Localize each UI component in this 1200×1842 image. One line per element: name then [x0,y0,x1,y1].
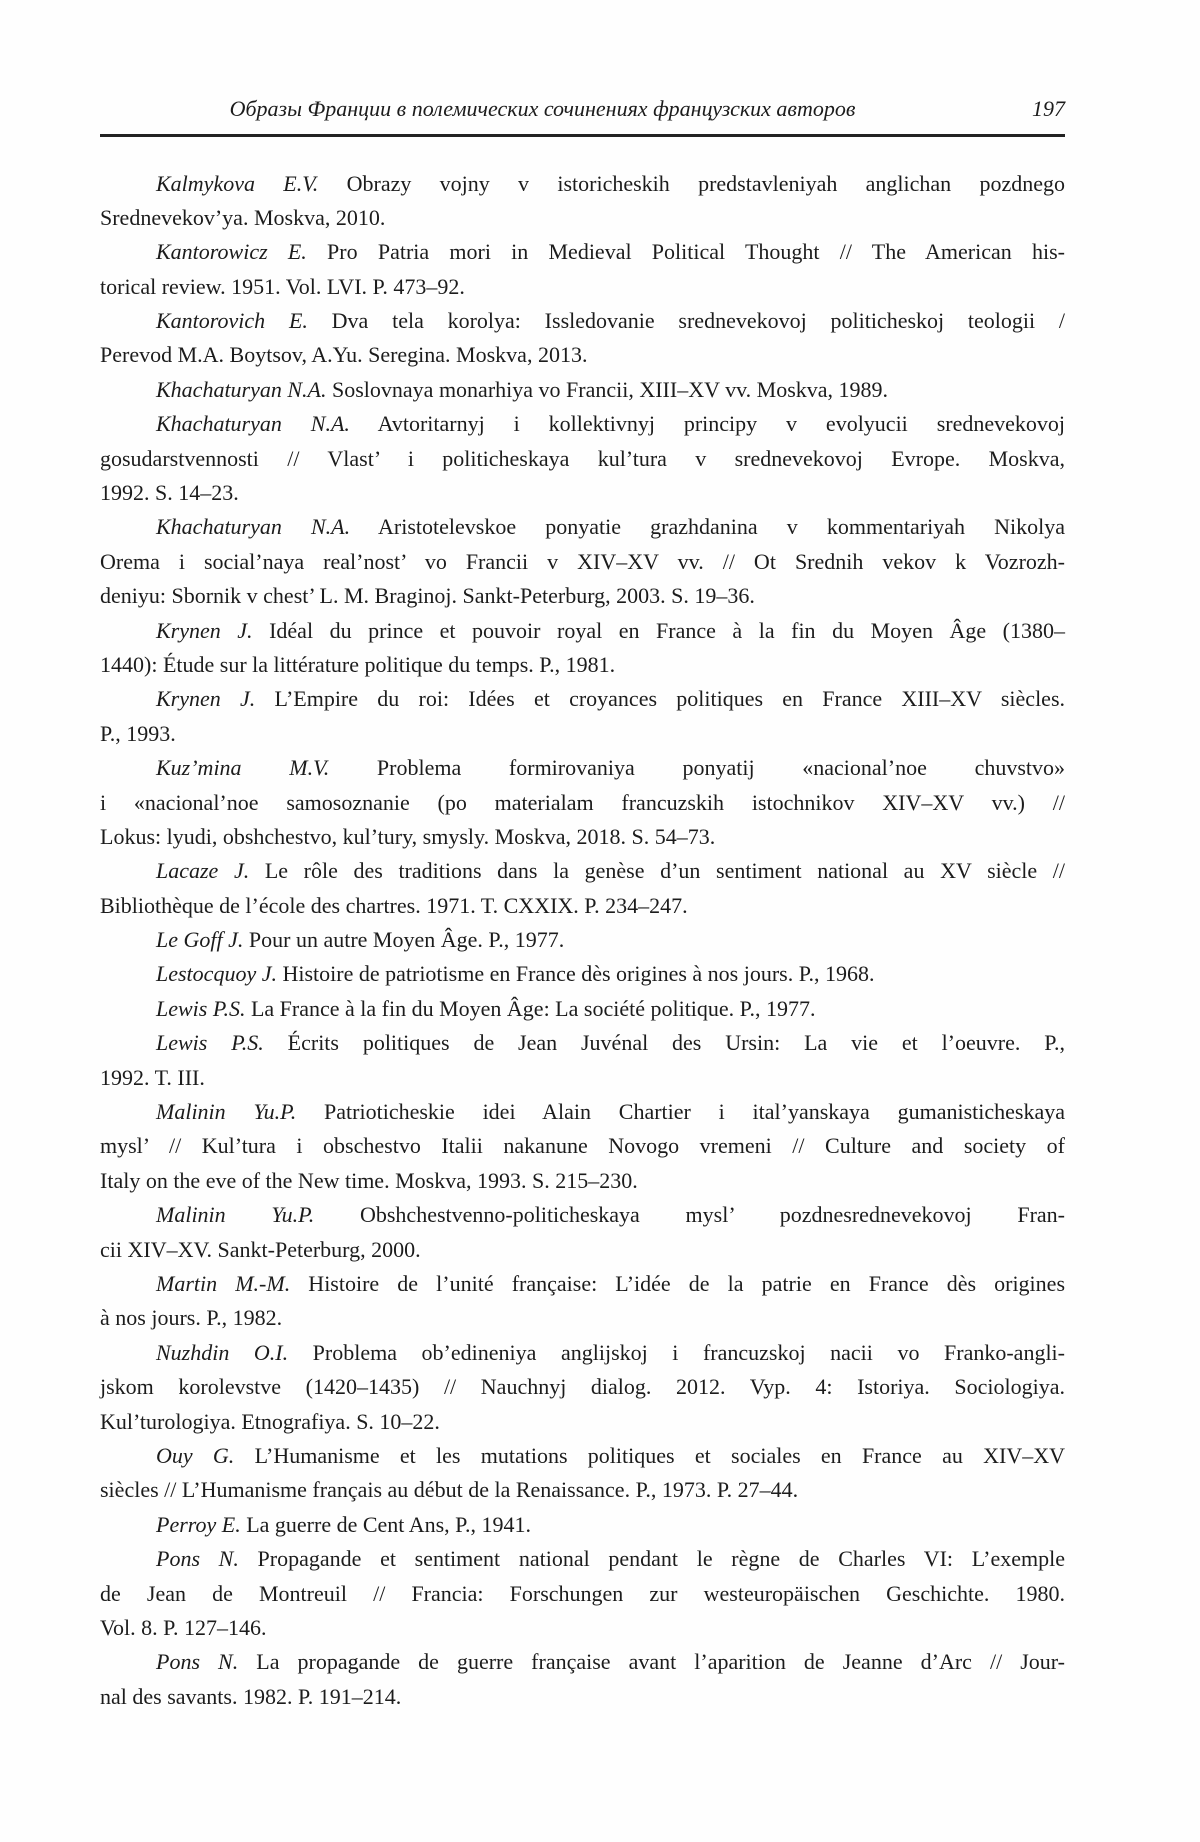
entry-text: L’Empire du roi: Idées et croyances politiques en France XIII–XV siècles. [255,686,1066,712]
author-name: Khachaturyan N.A. [156,411,350,437]
bib-line: jskom korolevstve (1420–1435) // Nauchnyj dialog. 2012. Vyp. 4: Istoriya. Sociologiya. [100,1374,1065,1400]
bib-line [100,1508,1065,1542]
author-name: Nuzhdin O.I. [156,1339,289,1365]
author-name: Lestocquoy J. [156,961,277,987]
entry-text: Soslovnaya monarhiya vo Francii, XIII–XV vv. Moskva, 1989. [326,376,889,402]
bib-entry [100,682,1065,751]
entry-text: Problema ob’edineniya anglijskoj i francuzskoj nacii vo Franko-angli- [288,1339,1066,1365]
bib-entry [100,992,1065,1026]
bib-line [100,854,1065,888]
bib-line: P., 1993. [100,720,176,746]
author-name: Malinin Yu.P. [156,1202,315,1228]
entry-text: Patrioticheskie idei Alain Chartier i ital’yanskaya gumanisticheskaya [296,1099,1065,1125]
entry-text: Avtoritarnyj i kollektivnyj principy v evolyucii srednevekovoj [349,411,1065,437]
author-name: Khachaturyan N.A. [156,376,327,402]
bib-line [100,957,1065,991]
bib-line: Lokus: lyudi, obshchestvo, kul’tury, smysly. Moskva, 2018. S. 54–73. [100,823,716,849]
author-name: Le Goff J. [156,927,244,953]
bib-line: nal des savants. 1982. P. 191–214. [100,1683,402,1709]
bib-line [100,1439,1065,1473]
author-name: Lewis P.S. [156,995,246,1021]
bib-entry [100,854,1065,923]
bib-line: 1992. T. III. [100,1064,205,1090]
entry-text: Pour un autre Moyen Âge. P., 1977. [243,927,565,953]
bib-line [100,373,1065,407]
bib-entry [100,304,1065,373]
bib-line [100,992,1065,1026]
bib-line: à nos jours. P., 1982. [100,1305,283,1331]
bib-line: Vol. 8. P. 127–146. [100,1614,267,1640]
running-head [100,96,1065,122]
bib-line: 1440): Étude sur la littérature politique du temps. P., 1981. [100,651,616,677]
page-number: 197 [1032,96,1065,121]
entry-text: L’Humanisme et les mutations politiques et sociales en France au XIV–XV [234,1442,1065,1468]
bib-line [100,614,1065,648]
entry-text: La propagande de guerre française avant l’aparition de Jeanne d’Arc // Jour- [238,1649,1065,1675]
bib-line: 1992. S. 14–23. [100,480,239,506]
bib-entry [100,1198,1065,1267]
bib-entry [100,957,1065,991]
author-name: Kantorovich E. [156,308,308,334]
bib-line: i «nacional’noe samosoznanie (po materialam francuzskih istochnikov XIV–XV vv.) // [100,789,1065,815]
bib-line [100,1645,1065,1679]
bib-entry [100,167,1065,236]
entry-text: La guerre de Cent Ans, P., 1941. [240,1511,531,1537]
bib-line [100,1542,1065,1576]
bib-line: Srednevekov’ya. Moskva, 2010. [100,204,386,230]
bib-line [100,682,1065,716]
bib-line [100,235,1065,269]
bib-entry [100,751,1065,854]
bib-line [100,510,1065,544]
author-name: Kantorowicz E. [156,239,307,265]
bib-entry [100,235,1065,304]
bib-line: siècles // L’Humanisme français au début de la Renaissance. P., 1973. P. 27–44. [100,1477,799,1503]
bib-line: de Jean de Montreuil // Francia: Forschungen zur westeuropäischen Geschichte. 1980. [100,1580,1065,1606]
entry-text: Propagande et sentiment national pendant le règne de Charles VI: L’exemple [238,1546,1065,1572]
bib-line: mysl’ // Kul’tura i obschestvo Italii nakanune Novogo vremeni // Culture and society of [100,1133,1065,1159]
bib-line [100,304,1065,338]
entry-text: La France à la fin du Moyen Âge: La société politique. P., 1977. [245,995,816,1021]
entry-text: Pro Patria mori in Medieval Political Thought // The American his- [306,239,1065,265]
entry-text: Idéal du prince et pouvoir royal en France à la fin du Moyen Âge (1380– [252,617,1065,643]
bib-entry [100,1542,1065,1645]
bib-line: Orema i social’naya real’nost’ vo Francii v XIV–XV vv. // Ot Srednih vekov k Vozrozh- [100,548,1065,574]
bib-line [100,751,1065,785]
bib-entry [100,1439,1065,1508]
bib-entry [100,1645,1065,1714]
bib-line: Italy on the eve of the New time. Moskva, 1993. S. 215–230. [100,1167,638,1193]
bib-line [100,407,1065,441]
bib-entry [100,614,1065,683]
author-name: Kuz’mina M.V. [156,755,330,781]
bib-line: Perevod M.A. Boytsov, A.Yu. Seregina. Moskva, 2013. [100,342,588,368]
entry-text: Obrazy vojny v istoricheskih predstavleniyah anglichan pozdnego [318,170,1065,196]
author-name: Martin M.-M. [156,1271,291,1296]
bib-line [100,923,1065,957]
bib-line: torical review. 1951. Vol. LVI. P. 473–92. [100,273,465,299]
author-name: Lewis P.S. [156,1030,264,1056]
author-name: Malinin Yu.P. [156,1099,297,1125]
bib-line: gosudarstvennosti // Vlast’ i politicheskaya kul’tura v srednevekovoj Evrope. Moskva, [100,445,1065,471]
bib-entry [100,1508,1065,1542]
bib-line [100,1095,1065,1129]
entry-text: Problema formirovaniya ponyatij «nacional’noe chuvstvo» [329,755,1066,781]
bib-line [100,1336,1065,1370]
bib-line: Kul’turologiya. Etnografiya. S. 10–22. [100,1408,440,1434]
author-name: Pons N. [156,1649,239,1675]
author-name: Lacaze J. [156,858,250,884]
bib-entry [100,923,1065,957]
author-name: Krynen J. [156,617,253,643]
author-name: Ouy G. [156,1442,235,1468]
author-name: Krynen J. [156,686,256,712]
bib-entry [100,1336,1065,1439]
running-head-title: Образы Франции в полемических сочинениях французских авторов [229,96,856,121]
header-rule [100,134,1065,137]
bib-line [100,1026,1065,1060]
bib-line: deniyu: Sbornik v chest’ L. M. Braginoj. Sankt-Peterburg, 2003. S. 19–36. [100,583,755,609]
bibliography-list [100,167,1065,1715]
entry-text: Le rôle des traditions dans la genèse d’un sentiment national au XV siècle // [249,858,1065,884]
entry-text: Histoire de patriotisme en France dès origines à nos jours. P., 1968. [276,961,875,987]
entry-text: Écrits politiques de Jean Juvénal des Ursin: La vie et l’oeuvre. P., [263,1030,1066,1056]
entry-text: Aristotelevskoe ponyatie grazhdanina v kommentariyah Nikolya [350,514,1065,540]
bib-line [100,167,1065,201]
bib-entry [100,407,1065,510]
bib-entry [100,373,1065,407]
bib-entry [100,1026,1065,1095]
bib-entry [100,1267,1065,1336]
entry-text: Histoire de l’unité française: L’idée de la patrie en France dès origines [290,1271,1065,1296]
author-name: Perroy E. [156,1511,241,1537]
bib-entry [100,1095,1065,1198]
author-name: Kalmykova E.V. [156,170,319,196]
entry-text: Obshchestvenno-politicheskaya mysl’ pozdnesrednevekovoj Fran- [314,1202,1065,1228]
author-name: Pons N. [156,1546,239,1572]
bib-entry [100,510,1065,613]
bib-line [100,1267,1065,1301]
bib-line: cii XIV–XV. Sankt-Peterburg, 2000. [100,1236,421,1262]
author-name: Khachaturyan N.A. [156,514,351,540]
bib-line [100,1198,1065,1232]
entry-text: Dva tela korolya: Issledovanie srednevekovoj politicheskoj teologii / [307,308,1065,334]
bib-line: Bibliothèque de l’école des chartres. 1971. T. CXXIX. P. 234–247. [100,892,688,918]
